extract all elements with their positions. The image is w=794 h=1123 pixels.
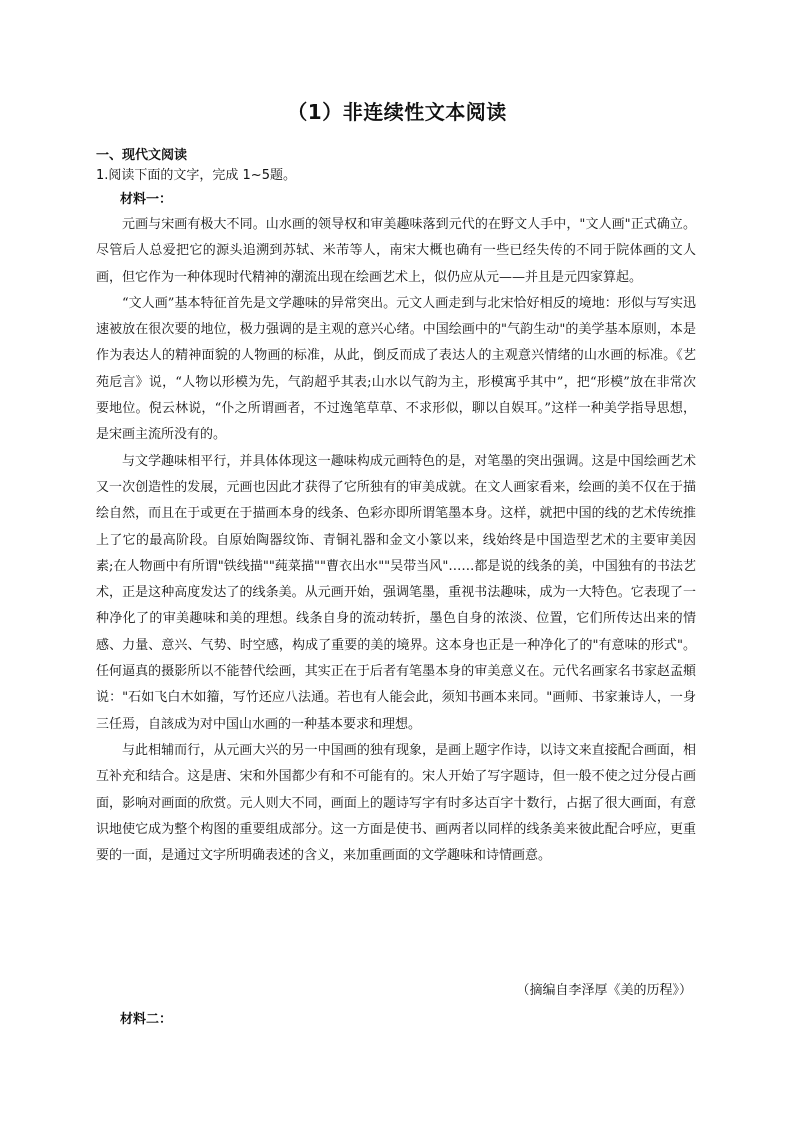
source-citation: （摘编自李泽厚《美的历程》）	[516, 983, 692, 998]
paragraph-3: 与文学趣味相平行，并具体体现这一趣味构成元画特色的是，对笔墨的突出强调。这是中国绘画艺术又一次创造性的发展，元画也因此才获得了它所独有的审美成就。在文人画家看来，绘画的美不仅在于描绘自然，而且在于或更在于描画本身的线条、色彩亦即所谓笔墨本身。这样，就把中国的线的艺术传统推上了它的最高阶段。自原始陶器纹饰、青铜礼器和金文小篆以来，线始终是中国造型艺术的主要审美因素;在人物画中有所谓"铁线描""莼菜描""曹衣出水""吴带当风"……都是说的线条的美，中国独有的书法艺术，正是这种高度发达了的线条美。从元画开始，强调笔墨，重视书法趣味，成为一大特色。它表现了一种净化了的审美趣味和美的理想。线条自身的流动转折，墨色自身的浓淡、位置，它们所传达出来的情感、力量、意兴、气势、时空感，构成了重要的美的境界。这本身也正是一种净化了的"有意味的形式"。任何逼真的摄影所以不能替代绘画，其实正在于后者有笔墨本身的审美意义在。元代名画家名书家赵孟頫说："石如飞白木如籀，写竹还应八法通。若也有人能会此，须知书画本来同。"画师、书家兼诗人，一身三任焉，自該成为对中国山水画的一种基本要求和理想。	[96, 453, 696, 732]
paragraph-1: 元画与宋画有极大不同。山水画的领导权和审美趣味落到元代的在野文人手中，"文人画"正式确立。尽管后人总爱把它的源头追溯到苏轼、米芾等人，南宋大概也确有一些已经失传的不同于院体画的文人画，但它作为一种体现时代精神的潮流出现在绘画艺术上，似仍应从元——并且是元四家算起。	[96, 217, 696, 285]
material-one-label: 材料一：	[120, 192, 173, 207]
paragraph-4: 与此相辅而行，从元画大兴的另一中国画的独有现象，是画上题字作诗，以诗文来直接配合画面，相互补充和结合。这是唐、宋和外国都少有和不可能有的。宋人开始了写字题诗，但一般不使之过分侵占画面，影响对画面的欣赏。元人则大不同，画面上的题诗写字有时多达百字十数行，占据了很大画面，有意识地使它成为整个构图的重要组成部分。这一方面是使书、画两者以同样的线条美来彼此配合呼应，更重要的一面，是通过文字所明确表述的含义，来加重画面的文学趣味和诗情画意。	[96, 742, 696, 864]
paragraph-2: “文人画”基本特征首先是文学趣味的异常突出。元文人画走到与北宋恰好相反的境地：形似与写实迅速被放在很次要的地位，极力强调的是主观的意兴心绪。中国绘画中的"气韵生动"的美学基本原则，本是作为表达人的精神面貌的人物画的标准，从此，倒反而成了表达人的主观意兴情绪的山水画的标准。《艺苑卮言》说，“人物以形模为先，气韵超乎其表;山水以气韵为主，形模寓乎其中”，把“形模”放在非常次要地位。倪云林说，“仆之所谓画者，不过逸笔草草、不求形似，聊以自娱耳。”这样一种美学指导思想，是宋画主流所没有的。	[96, 295, 696, 443]
section-heading: 一、现代文阅读	[96, 148, 188, 163]
question-prompt: 1.阅读下面的文字，完成 1~5题。	[96, 168, 296, 183]
material-two-label: 材料二：	[120, 1012, 173, 1027]
page-title: （1）非连续性文本阅读	[287, 100, 507, 124]
article-body	[96, 212, 696, 869]
